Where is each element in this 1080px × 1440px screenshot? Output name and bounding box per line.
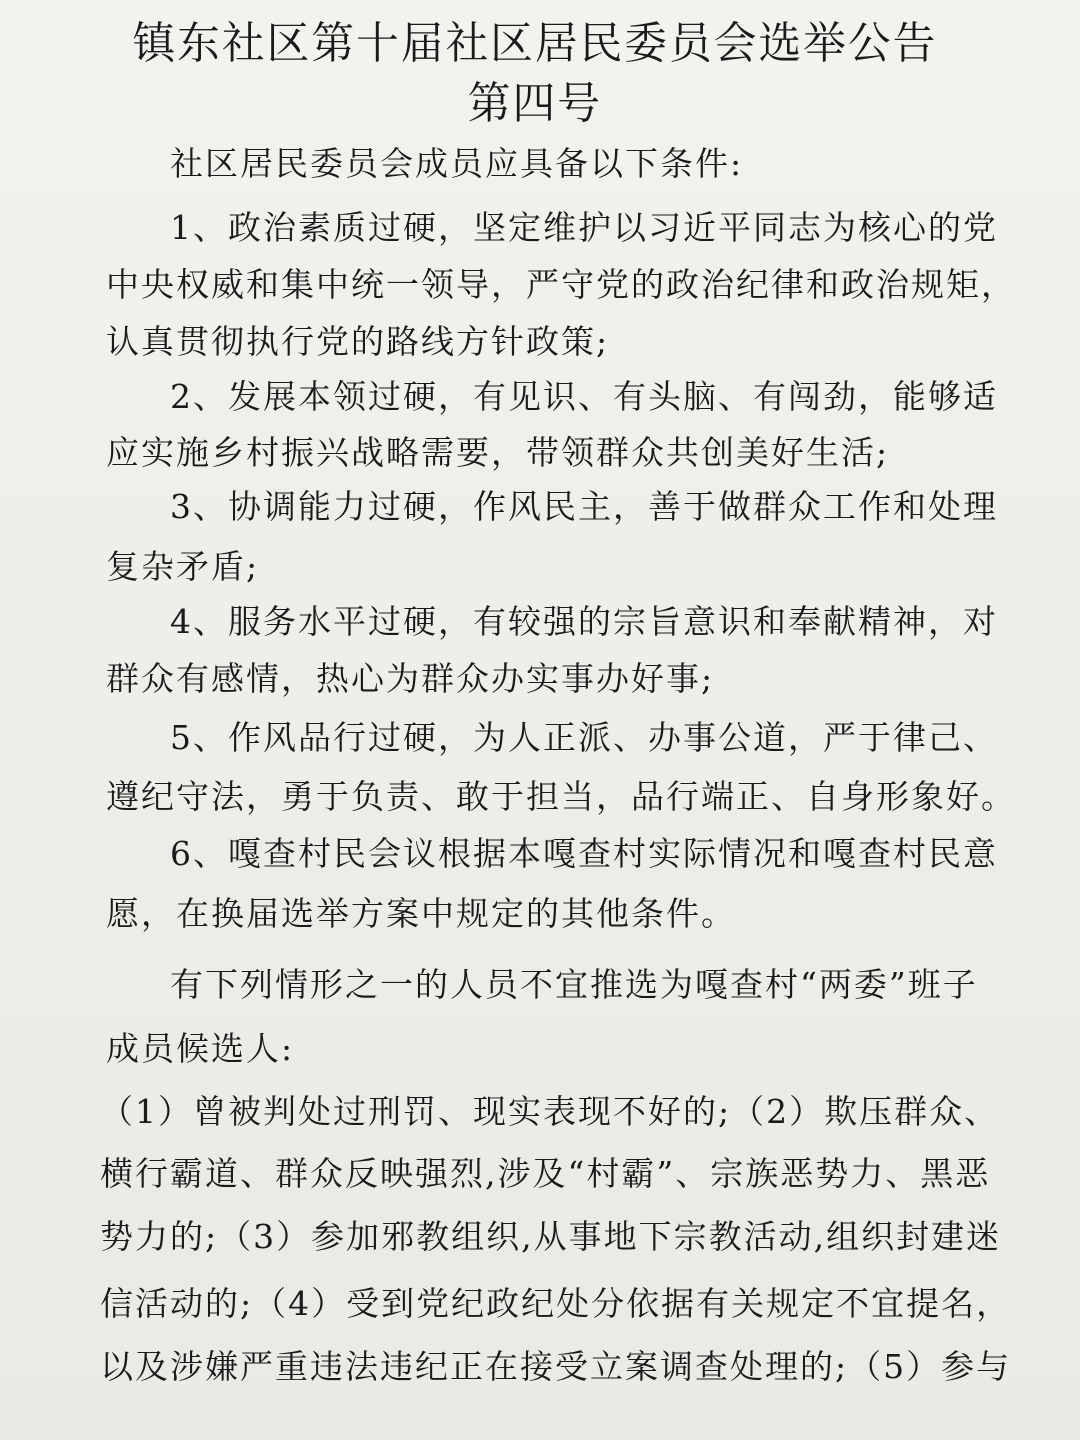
text-line: 横行霸道、群众反映强烈,涉及“村霸”、宗族恶势力、黑恶 [100, 1154, 991, 1193]
text-line: 应实施乡村振兴战略需要，带领群众共创美好生活; [106, 433, 890, 472]
text-line: 社区居民委员会成员应具备以下条件: [170, 144, 744, 183]
text-line: 信活动的;（4）受到党纪政纪处分依据有关规定不宜提名， [100, 1284, 1012, 1323]
text-line: 中央权威和集中统一领导，严守党的政治纪律和政治规矩， [106, 265, 1016, 304]
text-line: 5、作风品行过硬，为人正派、办事公道，严于律己、 [170, 718, 998, 757]
text-line: 复杂矛盾; [106, 547, 260, 586]
text-line: 群众有感情，热心为群众办实事办好事; [106, 659, 715, 698]
text-line: 愿，在换届选举方案中规定的其他条件。 [106, 894, 736, 933]
text-line: 1、政治素质过硬，坚定维护以习近平同志为核心的党 [170, 208, 998, 247]
text-line: 3、协调能力过硬，作风民主，善于做群众工作和处理 [170, 487, 998, 526]
text-line: 有下列情形之一的人员不宜推选为嘎查村“两委”班子 [170, 965, 978, 1004]
text-line: 势力的;（3）参加邪教组织,从事地下宗教活动,组织封建迷 [100, 1217, 1002, 1256]
text-line: 以及涉嫌严重违法违纪正在接受立案调查处理的;（5）参与 [100, 1347, 1012, 1386]
text-line: （1）曾被判处过刑罚、现实表现不好的;（2）欺压群众、 [100, 1092, 1000, 1131]
document-number: 第四号 [467, 78, 602, 129]
text-line: 4、服务水平过硬，有较强的宗旨意识和奉献精神，对 [170, 602, 998, 641]
text-line: 成员候选人: [106, 1029, 295, 1068]
text-line: 认真贯彻执行党的路线方针政策; [106, 322, 610, 361]
text-line: 2、发展本领过硬，有见识、有头脑、有闯劲，能够适 [170, 377, 998, 416]
text-line: 遵纪守法，勇于负责、敢于担当，品行端正、自身形象好。 [106, 777, 1016, 816]
text-line: 6、嘎查村民会议根据本嘎查村实际情况和嘎查村民意 [170, 834, 998, 873]
document-title: 镇东社区第十届社区居民委员会选举公告 [132, 18, 938, 69]
